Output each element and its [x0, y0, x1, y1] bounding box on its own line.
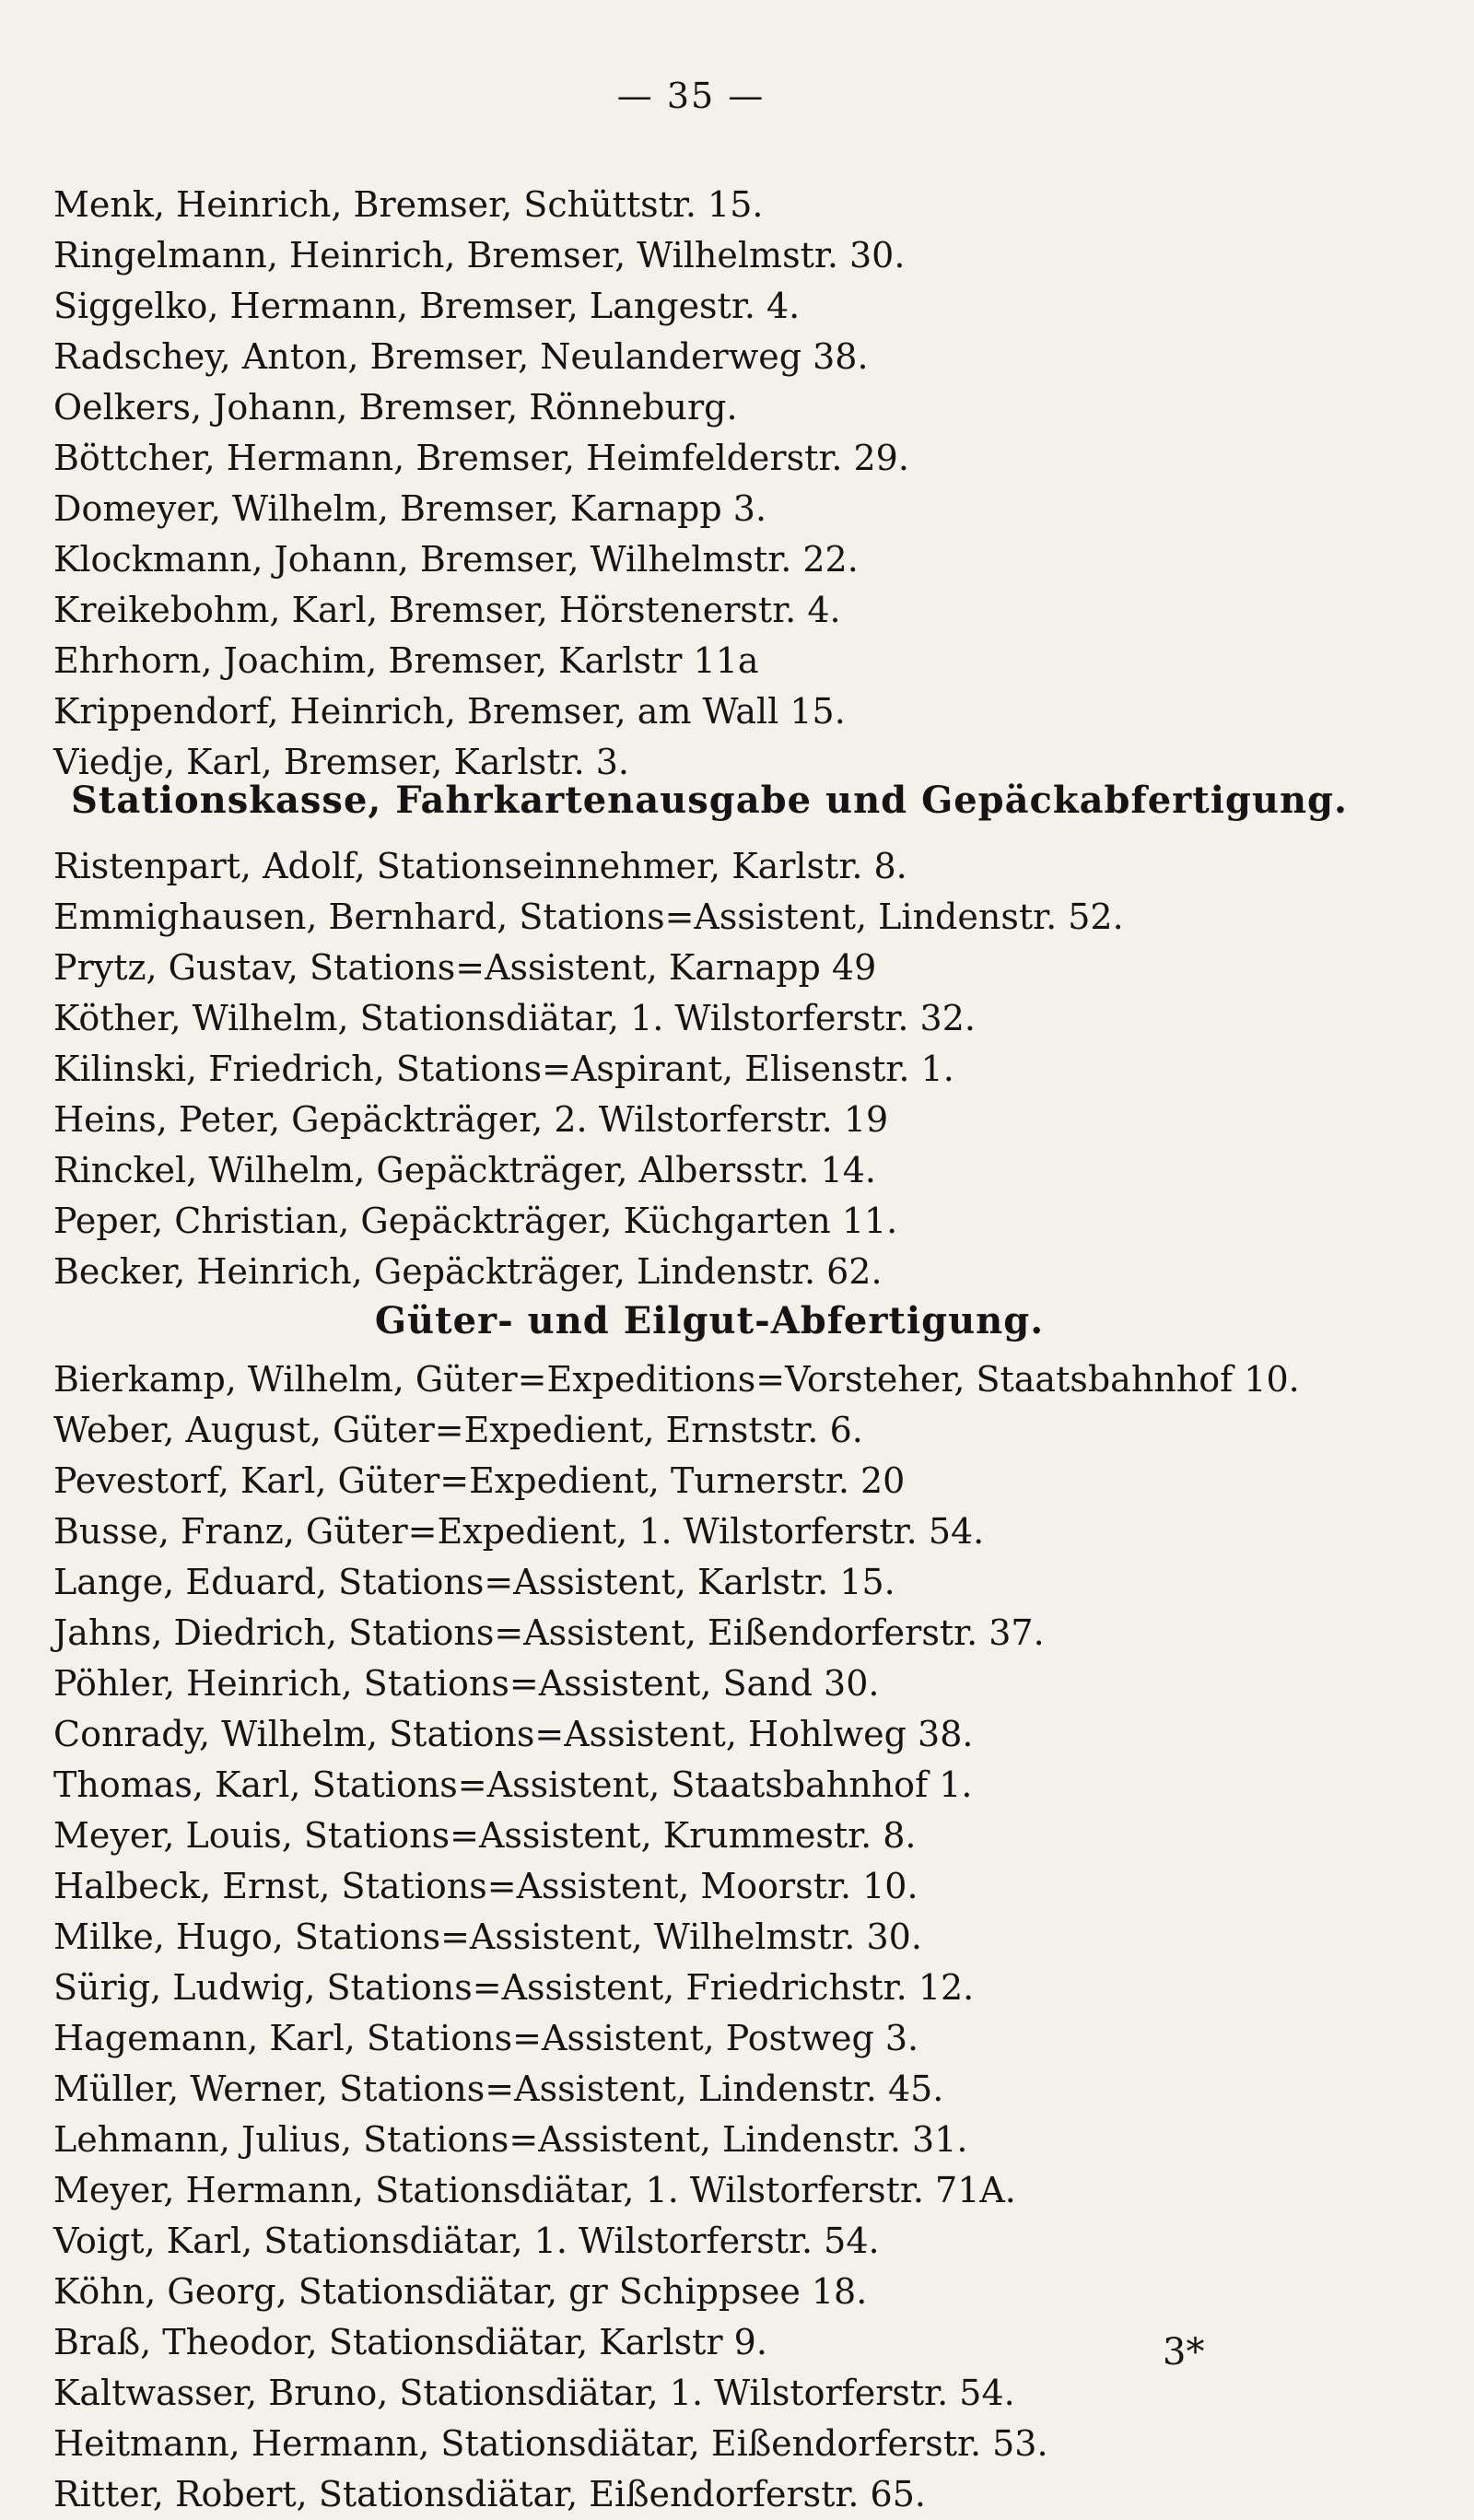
section-heading-stationskasse: Stationskasse, Fahrkartenausgabe und Gepäckabfertigung. — [71, 779, 1348, 822]
list-entry: Busse, Franz, Güter=Expedient, 1. Wilstorferstr. 54. — [53, 1511, 985, 1552]
gueter-list — [53, 1354, 1417, 2520]
list-entry: Radschey, Anton, Bremser, Neulanderweg 38. — [53, 336, 869, 377]
list-entry: Meyer, Louis, Stations=Assistent, Krummestr. 8. — [53, 1815, 917, 1856]
bremser-list — [53, 180, 1417, 788]
list-entry: Thomas, Karl, Stations=Assistent, Staatsbahnhof 1. — [53, 1764, 973, 1805]
list-entry: Menk, Heinrich, Bremser, Schüttstr. 15. — [53, 184, 764, 225]
list-entry: Becker, Heinrich, Gepäckträger, Lindenstr. 62. — [53, 1251, 883, 1292]
list-entry: Pöhler, Heinrich, Stations=Assistent, Sand 30. — [53, 1663, 880, 1704]
list-entry: Oelkers, Johann, Bremser, Rönneburg. — [53, 387, 738, 428]
list-entry: Klockmann, Johann, Bremser, Wilhelmstr. 22. — [53, 539, 859, 580]
list-entry: Braß, Theodor, Stationsdiätar, Karlstr 9. — [53, 2322, 767, 2362]
list-entry: Milke, Hugo, Stations=Assistent, Wilhelmstr. 30. — [53, 1916, 922, 1957]
list-entry: Weber, August, Güter=Expedient, Ernststr. 6. — [53, 1410, 863, 1450]
list-entry: Voigt, Karl, Stationsdiätar, 1. Wilstorferstr. 54. — [53, 2221, 880, 2261]
list-entry: Bierkamp, Wilhelm, Güter=Expeditions=Vorsteher, Staatsbahnhof 10. — [53, 1359, 1300, 1400]
list-entry: Köhn, Georg, Stationsdiätar, gr Schippsee 18. — [53, 2271, 868, 2312]
list-entry: Köther, Wilhelm, Stationsdiätar, 1. Wilstorferstr. 32. — [53, 998, 976, 1038]
list-entry: Hagemann, Karl, Stations=Assistent, Postweg 3. — [53, 2018, 919, 2058]
list-entry: Meyer, Hermann, Stationsdiätar, 1. Wilstorferstr. 71A. — [53, 2170, 1016, 2210]
list-entry: Kaltwasser, Bruno, Stationsdiätar, 1. Wilstorferstr. 54. — [53, 2373, 1015, 2413]
list-entry: Pevestorf, Karl, Güter=Expedient, Turnerstr. 20 — [53, 1460, 906, 1501]
list-entry: Lange, Eduard, Stations=Assistent, Karlstr. 15. — [53, 1562, 895, 1602]
list-entry: Müller, Werner, Stations=Assistent, Lindenstr. 45. — [53, 2069, 944, 2109]
list-entry: Jahns, Diedrich, Stations=Assistent, Eißendorferstr. 37. — [53, 1612, 1045, 1653]
list-entry: Kilinski, Friedrich, Stations=Aspirant, Elisenstr. 1. — [53, 1049, 954, 1089]
list-entry: Siggelko, Hermann, Bremser, Langestr. 4. — [53, 286, 801, 326]
list-entry: Krippendorf, Heinrich, Bremser, am Wall 15. — [53, 691, 846, 732]
list-entry: Sürig, Ludwig, Stations=Assistent, Friedrichstr. 12. — [53, 1967, 975, 2008]
list-entry: Peper, Christian, Gepäckträger, Küchgarten 11. — [53, 1201, 898, 1241]
list-entry: Heitmann, Hermann, Stationsdiätar, Eißendorferstr. 53. — [53, 2423, 1048, 2464]
list-entry: Lehmann, Julius, Stations=Assistent, Lindenstr. 31. — [53, 2119, 968, 2160]
list-entry: Heins, Peter, Gepäckträger, 2. Wilstorferstr. 19 — [53, 1099, 889, 1140]
page-number: — 35 — — [616, 76, 766, 116]
list-entry: Böttcher, Hermann, Bremser, Heimfelderstr. 29. — [53, 438, 909, 478]
list-entry: Ritter, Robert, Stationsdiätar, Eißendorferstr. 65. — [53, 2474, 926, 2514]
list-entry: Domeyer, Wilhelm, Bremser, Karnapp 3. — [53, 488, 767, 529]
list-entry: Halbeck, Ernst, Stations=Assistent, Moorstr. 10. — [53, 1866, 918, 1906]
list-entry: Viedje, Karl, Bremser, Karlstr. 3. — [53, 742, 629, 782]
printer-signature-mark: 3* — [1163, 2331, 1205, 2373]
list-entry: Conrady, Wilhelm, Stations=Assistent, Hohlweg 38. — [53, 1714, 974, 1754]
list-entry: Kreikebohm, Karl, Bremser, Hörstenerstr. 4. — [53, 590, 841, 630]
stationskasse-list — [53, 841, 1417, 1297]
list-entry: Ristenpart, Adolf, Stationseinnehmer, Karlstr. 8. — [53, 846, 907, 886]
list-entry: Rinckel, Wilhelm, Gepäckträger, Albersstr. 14. — [53, 1150, 876, 1190]
list-entry: Ehrhorn, Joachim, Bremser, Karlstr 11a — [53, 640, 759, 681]
list-entry: Prytz, Gustav, Stations=Assistent, Karnapp 49 — [53, 947, 877, 988]
section-heading-gueter: Güter- und Eilgut-Abfertigung. — [374, 1299, 1045, 1342]
list-entry: Emmighausen, Bernhard, Stations=Assistent, Lindenstr. 52. — [53, 897, 1124, 937]
list-entry: Ringelmann, Heinrich, Bremser, Wilhelmstr. 30. — [53, 235, 906, 275]
